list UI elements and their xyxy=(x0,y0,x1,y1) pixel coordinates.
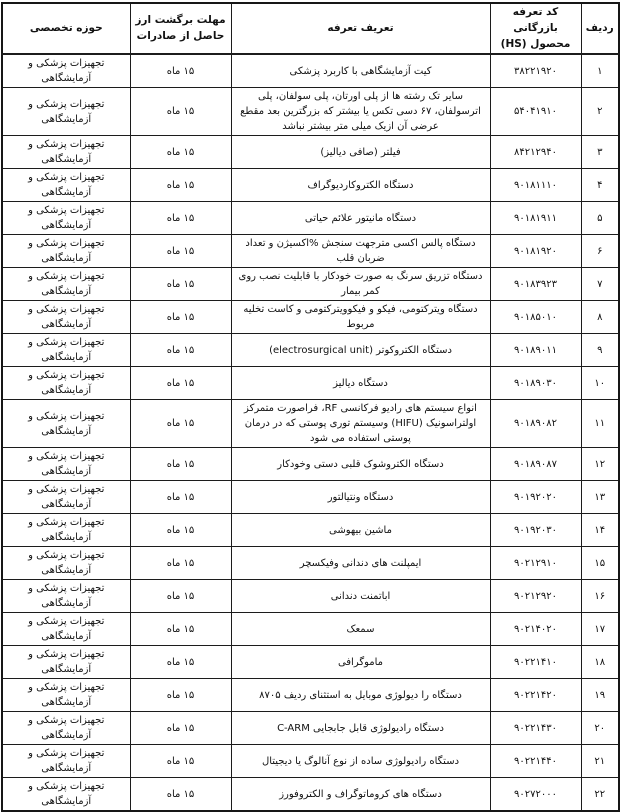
cell-hs-code: ۹۰۲۲۱۴۳۰ xyxy=(490,712,581,745)
cell-deadline: ۱۵ ماه xyxy=(130,301,231,334)
cell-definition: سایر تک رشته ها از پلی اورتان، پلی سولفان، پلی اترسولفان، ۶۷ دسی تکس یا بیشتر که بزرگترین بعد مقطع عرضی آن ازیک میلی متر بیشتر نباشد xyxy=(231,88,490,136)
cell-deadline: ۱۵ ماه xyxy=(130,712,231,745)
cell-deadline: ۱۵ ماه xyxy=(130,334,231,367)
table-body xyxy=(2,54,619,811)
cell-row: ۱۴ xyxy=(581,514,619,547)
cell-row: ۱۲ xyxy=(581,448,619,481)
cell-row: ۵ xyxy=(581,202,619,235)
table-row xyxy=(2,547,619,580)
cell-hs-code: ۹۰۱۸۱۹۱۱ xyxy=(490,202,581,235)
table-row xyxy=(2,514,619,547)
cell-hs-code: ۵۴۰۴۱۹۱۰ xyxy=(490,88,581,136)
cell-field: تجهیزات پزشکی و آزمایشگاهی xyxy=(2,202,130,235)
header-row xyxy=(2,3,619,54)
cell-row: ۹ xyxy=(581,334,619,367)
cell-deadline: ۱۵ ماه xyxy=(130,481,231,514)
cell-field: تجهیزات پزشکی و آزمایشگاهی xyxy=(2,400,130,448)
cell-hs-code: ۹۰۱۸۱۱۱۰ xyxy=(490,169,581,202)
cell-hs-code: ۸۴۲۱۲۹۴۰ xyxy=(490,136,581,169)
cell-definition: انواع سیستم های رادیو فرکانسی RF، فراصورت متمرکز اولتراسونیک (HIFU) وسیستم توری پوستی که در درمان پوستی استفاده می شود xyxy=(231,400,490,448)
cell-field: تجهیزات پزشکی و آزمایشگاهی xyxy=(2,547,130,580)
cell-deadline: ۱۵ ماه xyxy=(130,580,231,613)
cell-deadline: ۱۵ ماه xyxy=(130,88,231,136)
cell-definition: دستگاه دیالیز xyxy=(231,367,490,400)
cell-definition: کیت آزمایشگاهی با کاربرد پزشکی xyxy=(231,54,490,88)
cell-definition: دستگاه ویترکتومی، فیکو و فیکوویترکتومی و کاست تخلیه مربوط xyxy=(231,301,490,334)
cell-definition: فیلتر (صافی دیالیز) xyxy=(231,136,490,169)
cell-definition: دستگاه رادیولوژی ساده از نوع آنالوگ یا دیجیتال xyxy=(231,745,490,778)
cell-row: ۱۵ xyxy=(581,547,619,580)
cell-field: تجهیزات پزشکی و آزمایشگاهی xyxy=(2,54,130,88)
cell-field: تجهیزات پزشکی و آزمایشگاهی xyxy=(2,646,130,679)
cell-deadline: ۱۵ ماه xyxy=(130,54,231,88)
cell-definition: دستگاه پالس اکسی مترجهت سنجش %اکسیژن و تعداد ضربان قلب xyxy=(231,235,490,268)
cell-field: تجهیزات پزشکی و آزمایشگاهی xyxy=(2,613,130,646)
cell-hs-code: ۹۰۲۱۲۹۲۰ xyxy=(490,580,581,613)
cell-field: تجهیزات پزشکی و آزمایشگاهی xyxy=(2,712,130,745)
table-row xyxy=(2,745,619,778)
table-row xyxy=(2,169,619,202)
cell-definition: دستگاه الکتروشوک قلبی دستی وخودکار xyxy=(231,448,490,481)
table-row xyxy=(2,679,619,712)
table-row xyxy=(2,136,619,169)
cell-field: تجهیزات پزشکی و آزمایشگاهی xyxy=(2,136,130,169)
cell-deadline: ۱۵ ماه xyxy=(130,448,231,481)
cell-hs-code: ۹۰۲۱۴۰۲۰ xyxy=(490,613,581,646)
table-header xyxy=(2,3,619,54)
cell-hs-code: ۹۰۱۸۵۰۱۰ xyxy=(490,301,581,334)
cell-deadline: ۱۵ ماه xyxy=(130,646,231,679)
table-row xyxy=(2,367,619,400)
cell-hs-code: ۹۰۱۹۲۰۳۰ xyxy=(490,514,581,547)
cell-deadline: ۱۵ ماه xyxy=(130,679,231,712)
cell-hs-code: ۹۰۱۸۳۹۲۳ xyxy=(490,268,581,301)
cell-hs-code: ۹۰۱۸۹۰۸۷ xyxy=(490,448,581,481)
cell-deadline: ۱۵ ماه xyxy=(130,235,231,268)
table-row xyxy=(2,235,619,268)
cell-field: تجهیزات پزشکی و آزمایشگاهی xyxy=(2,745,130,778)
cell-row: ۱۹ xyxy=(581,679,619,712)
cell-field: تجهیزات پزشکی و آزمایشگاهی xyxy=(2,514,130,547)
cell-field: تجهیزات پزشکی و آزمایشگاهی xyxy=(2,580,130,613)
cell-field: تجهیزات پزشکی و آزمایشگاهی xyxy=(2,235,130,268)
table-row xyxy=(2,712,619,745)
cell-definition: دستگاه های کروماتوگراف و الکتروفورز xyxy=(231,778,490,812)
cell-field: تجهیزات پزشکی و آزمایشگاهی xyxy=(2,367,130,400)
cell-deadline: ۱۵ ماه xyxy=(130,613,231,646)
cell-field: تجهیزات پزشکی و آزمایشگاهی xyxy=(2,448,130,481)
cell-row: ۴ xyxy=(581,169,619,202)
table-row xyxy=(2,613,619,646)
cell-field: تجهیزات پزشکی و آزمایشگاهی xyxy=(2,334,130,367)
cell-row: ۷ xyxy=(581,268,619,301)
cell-hs-code: ۹۰۲۱۲۹۱۰ xyxy=(490,547,581,580)
cell-deadline: ۱۵ ماه xyxy=(130,202,231,235)
cell-hs-code: ۹۰۱۸۹۰۳۰ xyxy=(490,367,581,400)
cell-deadline: ۱۵ ماه xyxy=(130,169,231,202)
cell-deadline: ۱۵ ماه xyxy=(130,136,231,169)
cell-hs-code: ۹۰۲۲۱۴۴۰ xyxy=(490,745,581,778)
cell-row: ۲۱ xyxy=(581,745,619,778)
cell-definition: ماشین بیهوشی xyxy=(231,514,490,547)
cell-deadline: ۱۵ ماه xyxy=(130,547,231,580)
cell-row: ۳ xyxy=(581,136,619,169)
table-row xyxy=(2,400,619,448)
table-row xyxy=(2,54,619,88)
header-hs-code: کد تعرفه بازرگانی محصول (HS) xyxy=(490,3,581,54)
table-row xyxy=(2,580,619,613)
table-row xyxy=(2,481,619,514)
cell-hs-code: ۹۰۱۹۲۰۲۰ xyxy=(490,481,581,514)
cell-deadline: ۱۵ ماه xyxy=(130,268,231,301)
cell-row: ۱۷ xyxy=(581,613,619,646)
header-row-number: ردیف xyxy=(581,3,619,54)
cell-deadline: ۱۵ ماه xyxy=(130,778,231,812)
cell-field: تجهیزات پزشکی و آزمایشگاهی xyxy=(2,301,130,334)
cell-hs-code: ۹۰۱۸۹۰۱۱ xyxy=(490,334,581,367)
cell-field: تجهیزات پزشکی و آزمایشگاهی xyxy=(2,88,130,136)
cell-field: تجهیزات پزشکی و آزمایشگاهی xyxy=(2,679,130,712)
table-row xyxy=(2,202,619,235)
header-definition: تعریف تعرفه xyxy=(231,3,490,54)
cell-definition: دستگاه الکتروکاردیوگراف xyxy=(231,169,490,202)
cell-row: ۱ xyxy=(581,54,619,88)
tariff-table xyxy=(1,2,620,812)
cell-definition: سمعک xyxy=(231,613,490,646)
cell-definition: دستگاه مانیتور علائم حیاتی xyxy=(231,202,490,235)
cell-definition: دستگاه ونتیالتور xyxy=(231,481,490,514)
table-row xyxy=(2,268,619,301)
cell-hs-code: ۹۰۱۸۹۰۸۲ xyxy=(490,400,581,448)
table-row xyxy=(2,448,619,481)
cell-definition: ماموگرافی xyxy=(231,646,490,679)
cell-deadline: ۱۵ ماه xyxy=(130,745,231,778)
cell-definition: دستگاه رادیولوژی قابل جابجایی C-ARM xyxy=(231,712,490,745)
table-row xyxy=(2,778,619,812)
cell-row: ۱۳ xyxy=(581,481,619,514)
cell-row: ۱۸ xyxy=(581,646,619,679)
table-row xyxy=(2,646,619,679)
cell-definition: اباتمنت دندانی xyxy=(231,580,490,613)
cell-definition: دستگاه الکتروکوتر (electrosurgical unit) xyxy=(231,334,490,367)
cell-row: ۱۶ xyxy=(581,580,619,613)
cell-hs-code: ۹۰۲۲۱۴۲۰ xyxy=(490,679,581,712)
header-currency-deadline: مهلت برگشت ارز حاصل از صادرات xyxy=(130,3,231,54)
cell-field: تجهیزات پزشکی و آزمایشگاهی xyxy=(2,481,130,514)
cell-deadline: ۱۵ ماه xyxy=(130,514,231,547)
cell-deadline: ۱۵ ماه xyxy=(130,400,231,448)
cell-row: ۸ xyxy=(581,301,619,334)
cell-definition: دستگاه تزریق سرنگ به صورت خودکار با قابلیت نصب روی کمر بیمار xyxy=(231,268,490,301)
cell-row: ۱۱ xyxy=(581,400,619,448)
table-row xyxy=(2,88,619,136)
cell-row: ۱۰ xyxy=(581,367,619,400)
header-specialty-field: حوزه تخصصی xyxy=(2,3,130,54)
cell-definition: ایمپلنت های دندانی وفیکسچر xyxy=(231,547,490,580)
cell-hs-code: ۹۰۲۲۱۴۱۰ xyxy=(490,646,581,679)
cell-hs-code: ۹۰۲۷۲۰۰۰ xyxy=(490,778,581,812)
cell-row: ۲۲ xyxy=(581,778,619,812)
cell-row: ۶ xyxy=(581,235,619,268)
cell-row: ۲۰ xyxy=(581,712,619,745)
cell-definition: دستگاه را دیولوژی موبایل به استثنای ردیف ۸۷۰۵ xyxy=(231,679,490,712)
cell-field: تجهیزات پزشکی و آزمایشگاهی xyxy=(2,268,130,301)
cell-deadline: ۱۵ ماه xyxy=(130,367,231,400)
cell-hs-code: ۹۰۱۸۱۹۲۰ xyxy=(490,235,581,268)
cell-row: ۲ xyxy=(581,88,619,136)
table-row xyxy=(2,334,619,367)
cell-hs-code: ۳۸۲۲۱۹۲۰ xyxy=(490,54,581,88)
cell-field: تجهیزات پزشکی و آزمایشگاهی xyxy=(2,169,130,202)
cell-field: تجهیزات پزشکی و آزمایشگاهی xyxy=(2,778,130,812)
table-row xyxy=(2,301,619,334)
